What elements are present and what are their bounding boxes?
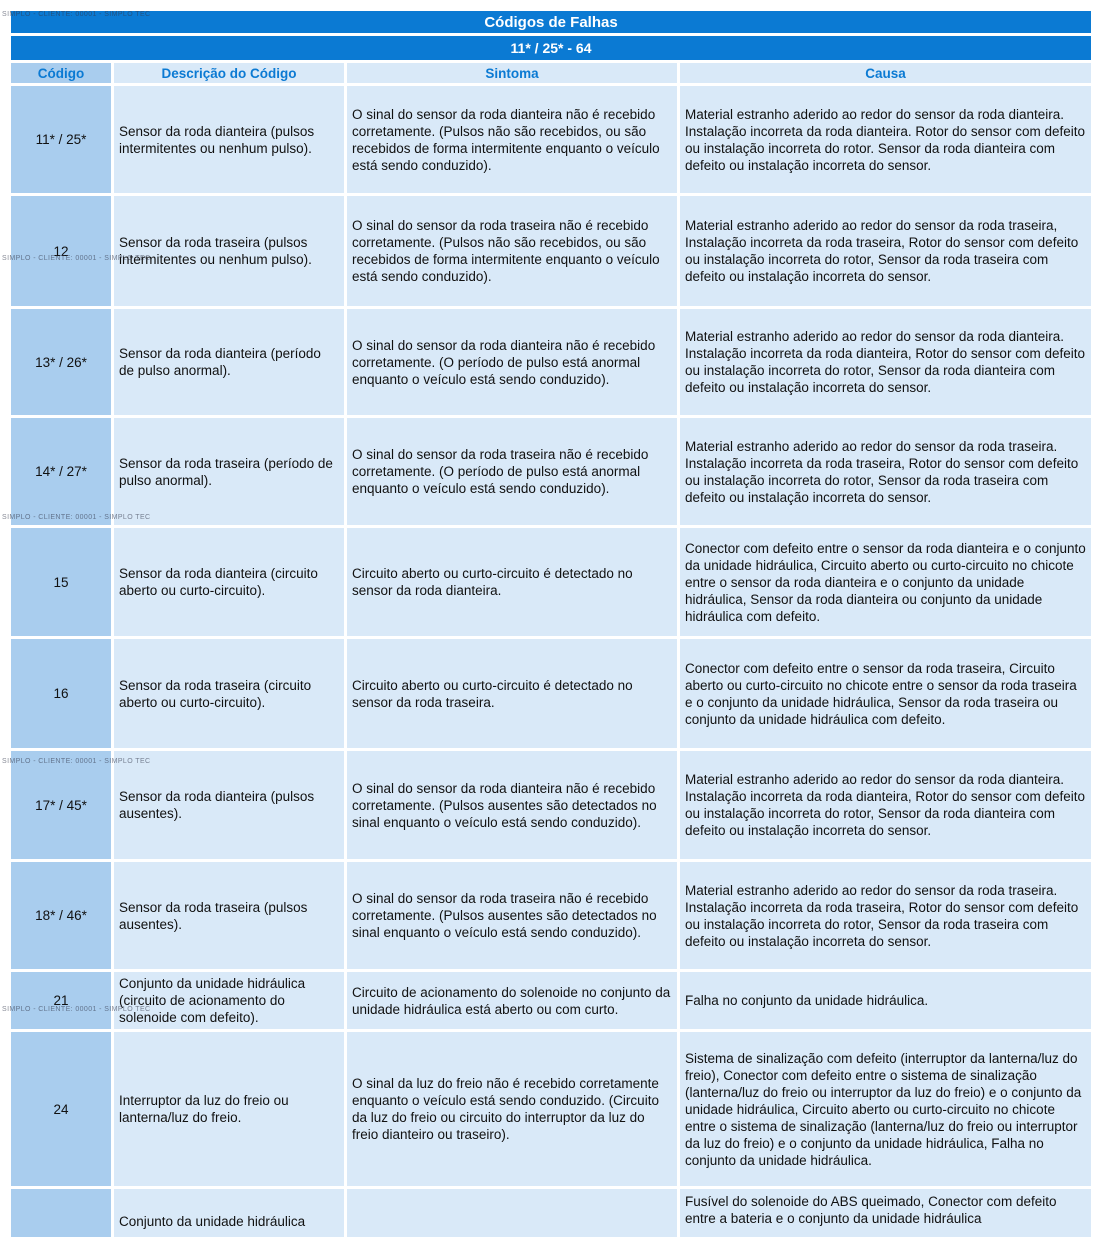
table-row [11, 639, 1091, 748]
cause-cell: Falha no conjunto da unidade hidráulica. [680, 972, 1091, 1029]
description-cell: Conjunto da unidade hidráulica [114, 1189, 344, 1237]
watermark-text: SIMPLO - CLIENTE: 00001 - SIMPLO TEC [2, 514, 151, 521]
code-cell: 15 [11, 528, 111, 636]
symptom-cell: O sinal do sensor da roda traseira não é recebido corretamente. (Pulsos ausentes são detectados no sinal enquanto o veículo está sendo conduzido). [347, 862, 677, 969]
symptom-cell: O sinal do sensor da roda dianteira não é recebido corretamente. (Pulsos ausentes são detectados no sinal enquanto o veículo está sendo conduzido). [347, 751, 677, 859]
table-row [11, 528, 1091, 636]
description-cell: Sensor da roda dianteira (circuito aberto ou curto-circuito). [114, 528, 344, 636]
column-header-row [11, 63, 1091, 83]
cause-cell: Conector com defeito entre o sensor da roda dianteira e o conjunto da unidade hidráulica, Circuito aberto ou curto-circuito no chicote entre o sensor da roda dianteira e o conjunto da unidade hidráulica, Sensor da roda dianteira ou conjunto da unidade hidráulica com defeito. [680, 528, 1091, 636]
symptom-cell: Circuito de acionamento do solenoide no conjunto da unidade hidráulica está aberto ou com curto. [347, 972, 677, 1029]
cause-cell: Material estranho aderido ao redor do sensor da roda traseira. Instalação incorreta da roda traseira, Rotor do sensor com defeito ou instalação incorreta do rotor, Sensor da roda traseira com defeito ou instalação incorreta do sensor. [680, 418, 1091, 525]
watermark-text: SIMPLO - CLIENTE: 00001 - SIMPLO TEC [2, 255, 151, 262]
symptom-cell: Circuito aberto ou curto-circuito é detectado no sensor da roda dianteira. [347, 528, 677, 636]
description-cell: Sensor da roda traseira (pulsos intermitentes ou nenhum pulso). [114, 196, 344, 306]
table-row [11, 1189, 1091, 1237]
description-cell: Sensor da roda traseira (pulsos ausentes). [114, 862, 344, 969]
cause-cell: Material estranho aderido ao redor do sensor da roda dianteira. Instalação incorreta da roda dianteira. Rotor do sensor com defeito ou instalação incorreta do rotor. Sensor da roda dianteira com defeito ou instalação incorreta do sensor. [680, 86, 1091, 193]
title-row [11, 11, 1091, 33]
subtitle-row [11, 36, 1091, 60]
watermark-text: SIMPLO - CLIENTE: 00001 - SIMPLO TEC [2, 758, 151, 765]
description-cell: Sensor da roda dianteira (período de pulso anormal). [114, 309, 344, 415]
symptom-cell: Circuito aberto ou curto-circuito é detectado no sensor da roda traseira. [347, 639, 677, 748]
table-row [11, 972, 1091, 1029]
symptom-cell [347, 1189, 677, 1237]
description-cell: Sensor da roda traseira (circuito aberto ou curto-circuito). [114, 639, 344, 748]
code-cell: 14* / 27* [11, 418, 111, 525]
code-cell: 18* / 46* [11, 862, 111, 969]
column-header-codigo: Código [11, 63, 111, 83]
table-row [11, 862, 1091, 969]
cause-cell: Material estranho aderido ao redor do sensor da roda dianteira. Instalação incorreta da roda dianteira, Rotor do sensor com defeito ou instalação incorreta do rotor, Sensor da roda dianteira com defeito ou instalação incorreta do sensor. [680, 309, 1091, 415]
fault-table-body [11, 86, 1091, 1237]
symptom-cell: O sinal do sensor da roda dianteira não é recebido corretamente. (O período de pulso está anormal enquanto o veículo está sendo conduzido). [347, 309, 677, 415]
table-row [11, 309, 1091, 415]
code-cell: 24 [11, 1032, 111, 1186]
code-cell: 21 [11, 972, 111, 1029]
cause-cell: Sistema de sinalização com defeito (interruptor da lanterna/luz do freio), Conector com defeito entre o sistema de sinalização (lanterna/luz do freio ou interruptor da luz do freio) e o conjunto da unidade hidráulica, Circuito aberto ou curto-circuito no chicote entre o sistema de sinalização (lanterna/luz do freio ou interruptor da luz do freio) e o conjunto da unidade hidráulica, Falha no conjunto da unidade hidráulica. [680, 1032, 1091, 1186]
column-header-causa: Causa [680, 63, 1091, 83]
watermark-text: SIMPLO - CLIENTE: 00001 - SIMPLO TEC [2, 11, 151, 18]
table-title: Códigos de Falhas [11, 11, 1091, 33]
watermark-text: SIMPLO - CLIENTE: 00001 - SIMPLO TEC [2, 1006, 151, 1013]
description-cell: Sensor da roda traseira (período de pulso anormal). [114, 418, 344, 525]
code-cell: 11* / 25* [11, 86, 111, 193]
cause-cell: Material estranho aderido ao redor do sensor da roda traseira, Instalação incorreta da roda traseira, Rotor do sensor com defeito ou instalação incorreta do rotor, Sensor da roda traseira com defeito ou instalação incorreta do sensor. [680, 196, 1091, 306]
table-row [11, 196, 1091, 306]
table-subtitle: 11* / 25* - 64 [11, 36, 1091, 60]
table-row [11, 418, 1091, 525]
code-cell [11, 1189, 111, 1237]
table-row [11, 86, 1091, 193]
cause-cell: Material estranho aderido ao redor do sensor da roda traseira. Instalação incorreta da roda traseira, Rotor do sensor com defeito ou instalação incorreta do rotor, Sensor da roda traseira com defeito ou instalação incorreta do sensor. [680, 862, 1091, 969]
code-cell: 16 [11, 639, 111, 748]
code-cell: 12 [11, 196, 111, 306]
cause-cell: Conector com defeito entre o sensor da roda traseira, Circuito aberto ou curto-circuito no chicote entre o sensor da roda traseira e o conjunto da unidade hidráulica, Sensor da roda traseira ou conjunto da unidade hidráulica com defeito. [680, 639, 1091, 748]
code-cell: 13* / 26* [11, 309, 111, 415]
description-cell: Conjunto da unidade hidráulica (circuito de acionamento do solenoide com defeito). [114, 972, 344, 1029]
cause-cell: Material estranho aderido ao redor do sensor da roda dianteira. Instalação incorreta da roda dianteira, Rotor do sensor com defeito ou instalação incorreta do rotor, Sensor da roda dianteira com defeito ou instalação incorreta do sensor. [680, 751, 1091, 859]
column-header-descricao: Descrição do Código [114, 63, 344, 83]
cause-cell: Fusível do solenoide do ABS queimado, Conector com defeito entre a bateria e o conjunto da unidade hidráulica [680, 1189, 1091, 1237]
description-cell: Sensor da roda dianteira (pulsos intermitentes ou nenhum pulso). [114, 86, 344, 193]
description-cell: Sensor da roda dianteira (pulsos ausentes). [114, 751, 344, 859]
symptom-cell: O sinal do sensor da roda traseira não é recebido corretamente. (Pulsos não são recebidos, ou são recebidos de forma intermitente enquanto o veículo está sendo conduzido). [347, 196, 677, 306]
symptom-cell: O sinal do sensor da roda dianteira não é recebido corretamente. (Pulsos não são recebidos, ou são recebidos de forma intermitente enquanto o veículo está sendo conduzido). [347, 86, 677, 193]
table-row [11, 1032, 1091, 1186]
symptom-cell: O sinal do sensor da roda traseira não é recebido corretamente. (O período de pulso está anormal enquanto o veículo está sendo conduzido). [347, 418, 677, 525]
symptom-cell: O sinal da luz do freio não é recebido corretamente enquanto o veículo está sendo conduzido. (Circuito da luz do freio ou circuito do interruptor da luz do freio dianteiro ou traseiro). [347, 1032, 677, 1186]
description-cell: Interruptor da luz do freio ou lanterna/luz do freio. [114, 1032, 344, 1186]
code-cell: 17* / 45* [11, 751, 111, 859]
table-row [11, 751, 1091, 859]
column-header-sintoma: Sintoma [347, 63, 677, 83]
fault-codes-table [8, 8, 1094, 1237]
